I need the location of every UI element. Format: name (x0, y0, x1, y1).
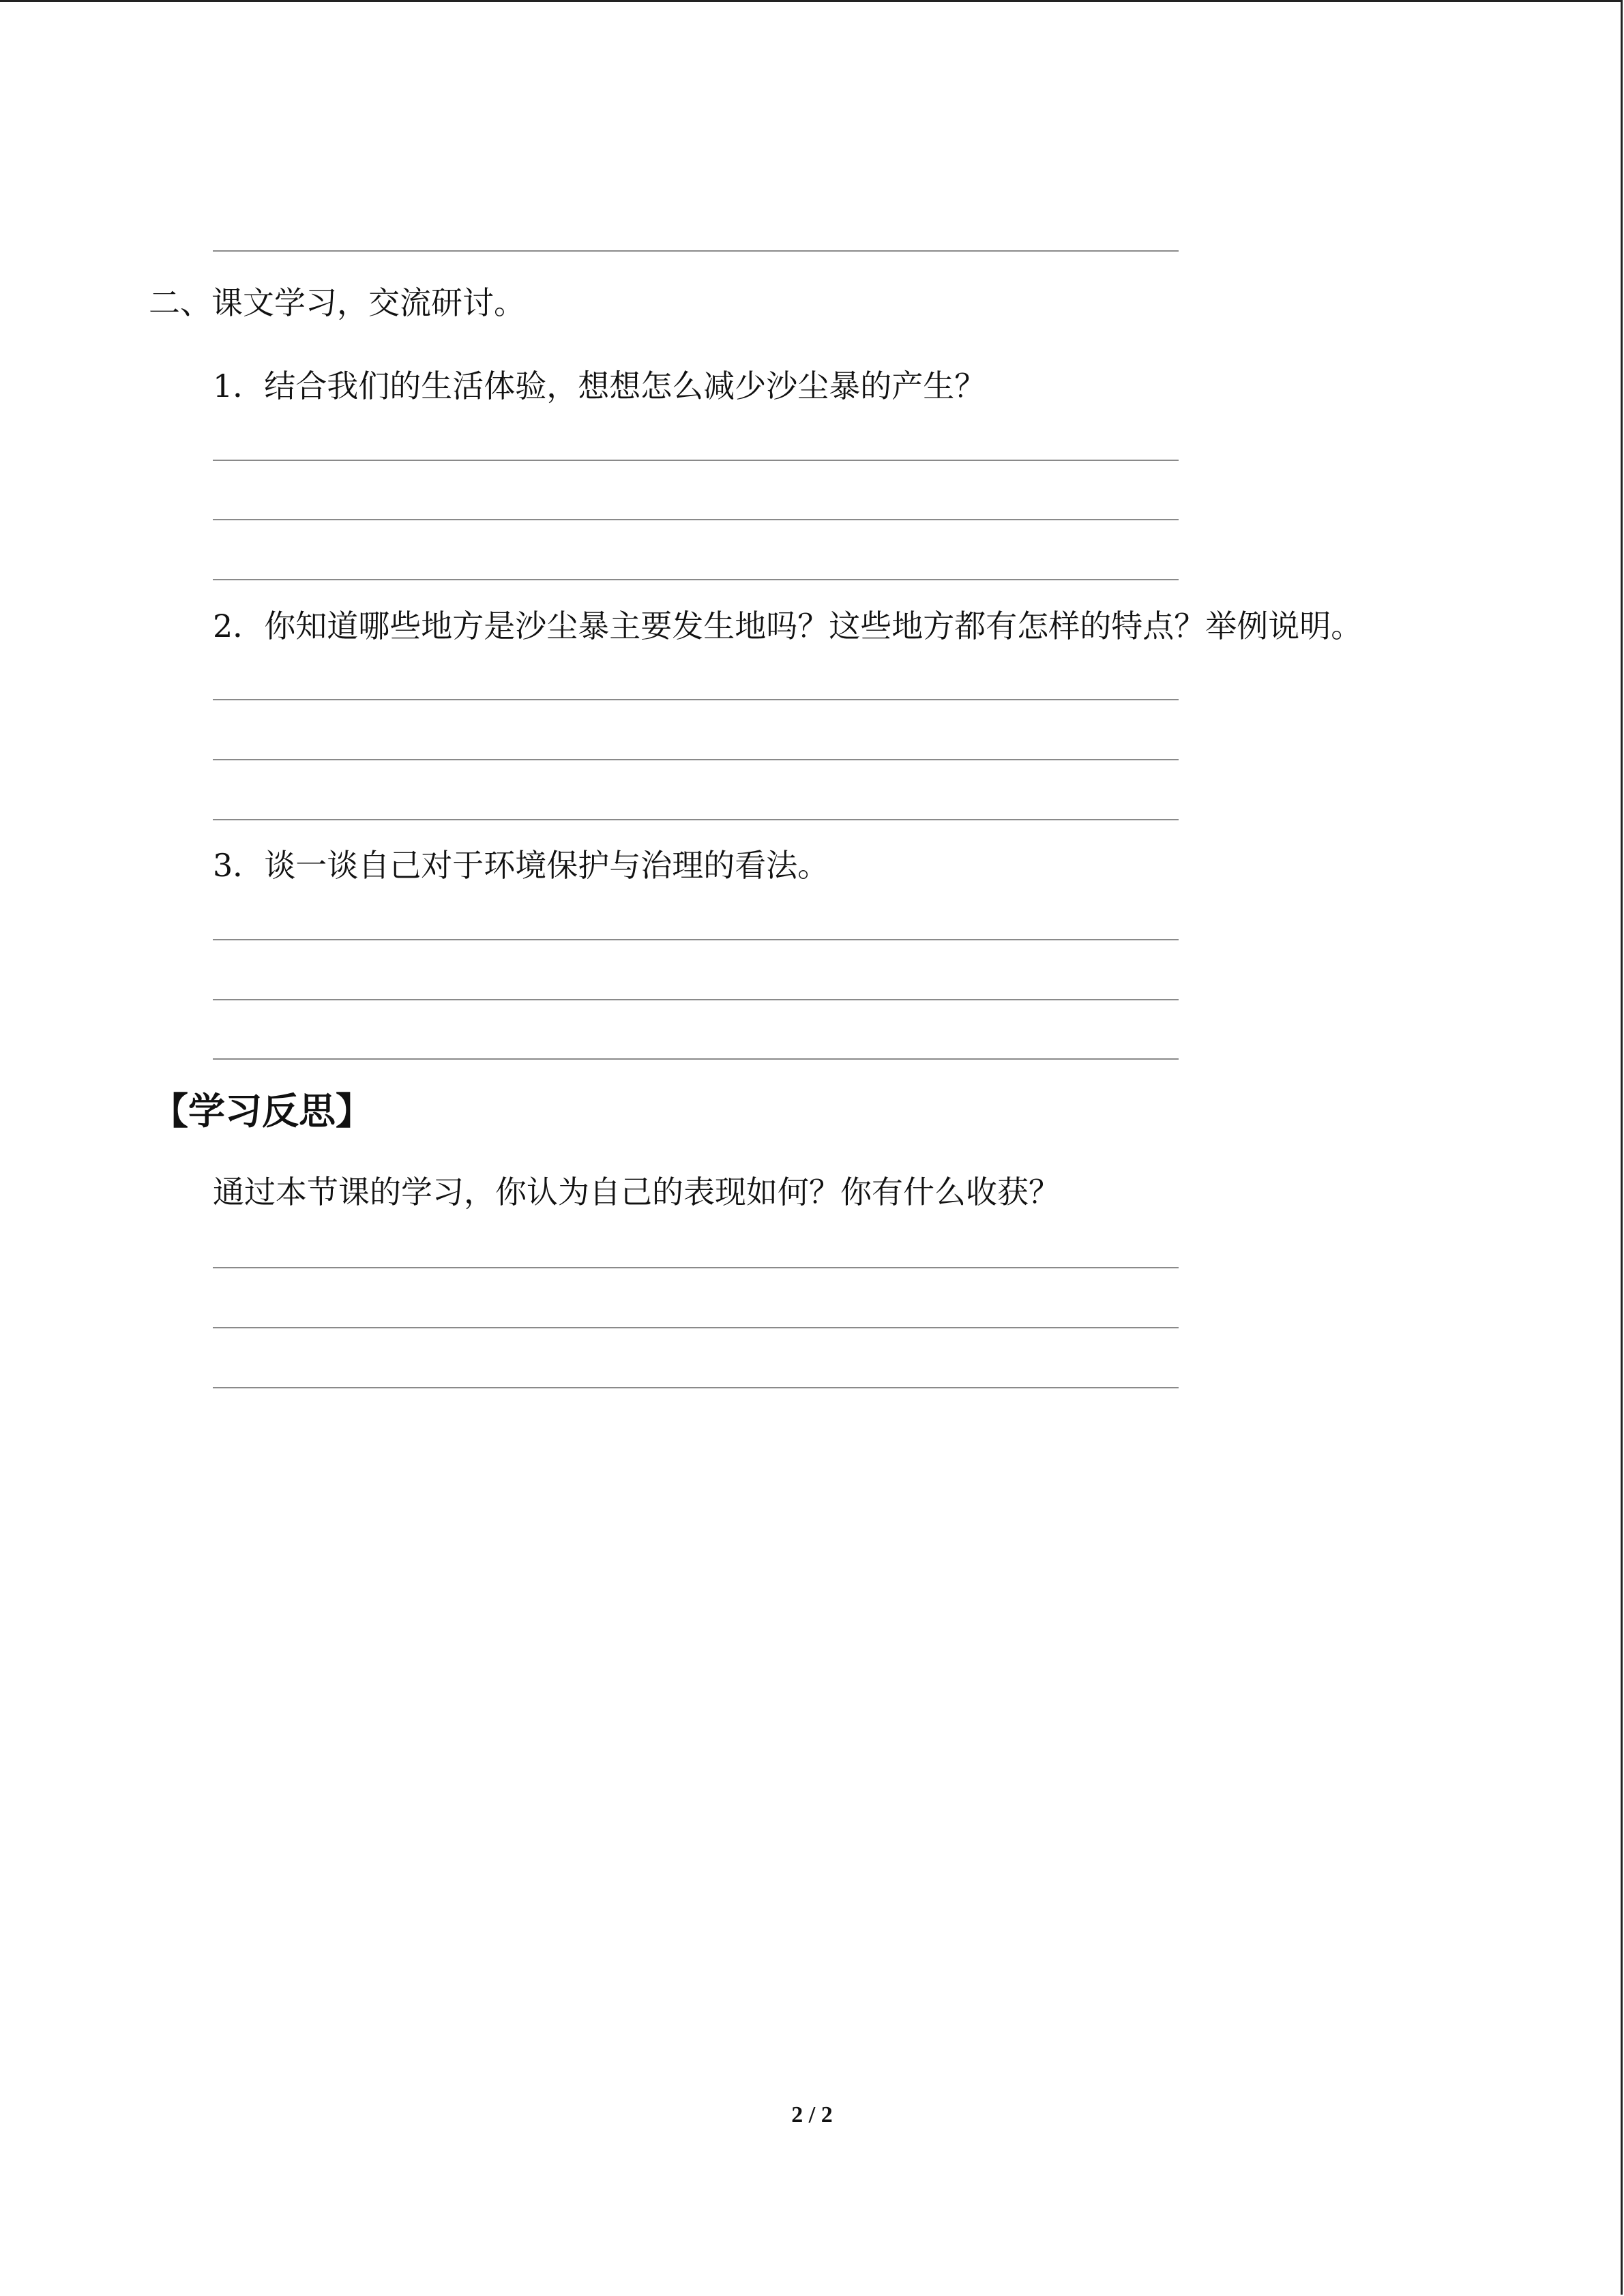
answer-line[interactable] (213, 250, 1179, 252)
question-3: 3．谈一谈自己对于环境保护与治理的看法。 (213, 847, 829, 884)
answer-line[interactable] (213, 819, 1179, 820)
answer-line[interactable] (213, 1267, 1179, 1268)
question-1: 1．结合我们的生活体验，想想怎么减少沙尘暴的产生？ (213, 368, 986, 404)
answer-line[interactable] (213, 519, 1179, 520)
answer-line[interactable] (213, 1058, 1179, 1060)
answer-line[interactable] (213, 699, 1179, 700)
answer-line[interactable] (213, 999, 1179, 1000)
answer-line[interactable] (213, 1327, 1179, 1328)
answer-line[interactable] (213, 460, 1179, 461)
answer-line[interactable] (213, 1387, 1179, 1388)
reflection-prompt: 通过本节课的学习，你认为自己的表现如何？你有什么收获？ (213, 1174, 1060, 1210)
answer-line[interactable] (213, 939, 1179, 940)
section-title: 二、课文学习，交流研讨。 (149, 284, 525, 321)
answer-line[interactable] (213, 759, 1179, 760)
answer-line[interactable] (213, 579, 1179, 580)
page-number: 2 / 2 (791, 2102, 833, 2128)
reflection-heading: 【学习反思】 (151, 1089, 372, 1133)
question-2: 2．你知道哪些地方是沙尘暴主要发生地吗？这些地方都有怎样的特点？举例说明。 (213, 608, 1363, 644)
